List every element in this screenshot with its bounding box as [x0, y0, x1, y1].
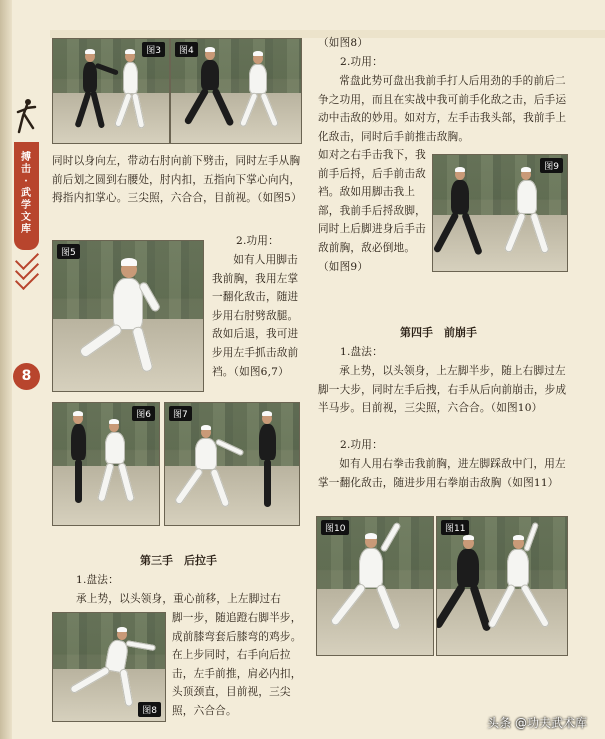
series-title: 搏击·武学文库	[21, 152, 31, 235]
watermark: 头条 @功夫武术库	[487, 716, 587, 730]
gongyong2-title-right: 2.功用：	[340, 439, 383, 451]
photo-figure-10	[316, 516, 434, 656]
martial-figure-logo-icon	[15, 98, 37, 134]
figure-label: 图5	[57, 244, 80, 259]
panfa-title-left: 1.盘法：	[76, 574, 119, 586]
section-3-title: 第三手 后拉手	[140, 554, 217, 567]
panfa-title-right: 1.盘法：	[340, 346, 383, 358]
gongyong-title-left: 2.功用：	[236, 235, 279, 247]
gongyong-text-right-top: 常盘此势可盘出我前手打人后用劲的手的前后二争之功用，而且在实战中我可前手化敌之击，后手运动中击敌的妙用。如对方，左手击我头部，我前手上化敌击，同时后手前推击敌胸。	[318, 75, 567, 143]
gongyong2-text-right: 如有人用右拳击我前胸，进左脚踩敌中门，用左掌一翻化敌击，随进步用右拳崩击敌胸（如图11）	[318, 458, 566, 489]
photo-figure-5	[52, 240, 204, 392]
photo-figure-11	[436, 516, 568, 656]
photo-figure-6	[52, 402, 160, 526]
photo-figure-8	[52, 612, 166, 722]
figure-label: 图3	[142, 42, 165, 57]
panfa-text-left-rest: 脚一步，随追蹬右脚半步，成前膝弯套后膝弯的鸡步。在上步同时，右手向后拉击，左手前推，肩必内扣，头顶颈直，目前视，三尖照，六合合。	[172, 612, 302, 717]
figure-label: 图8	[138, 702, 161, 717]
figure-label: 图4	[175, 42, 198, 57]
figure-label: 图7	[169, 406, 192, 421]
gongyong-text-right-side: 如对之右手击我下，我前手后捋，后手前击敌裆。敌如用脚击我上部，我前手后捋敌脚，同时上后脚进身后手击敌前胸，敌必倒地。（如图9）	[318, 149, 426, 273]
figure-label: 图10	[321, 520, 349, 535]
paragraph-fig5-description: 同时以身向左，带动右肘向前下劈击，同时左手从胸前后划之圆到右腰处，肘内扣，五指向下掌心向内，拇指内扣掌心。三尖照，六合合，目前视。（如图5）	[52, 155, 302, 205]
page-number: 8	[13, 363, 40, 390]
figure-label: 图11	[441, 520, 469, 535]
section-4-title: 第四手 前崩手	[400, 326, 477, 339]
photo-figure-7	[164, 402, 300, 526]
panfa-text-left-line1: 承上势，以头领身，重心前移，上左脚过右	[76, 593, 282, 605]
photo-figure-3	[52, 38, 170, 144]
gongyong-title-right: 2.功用：	[340, 56, 383, 68]
photo-figure-4	[170, 38, 302, 144]
series-title-bar	[14, 142, 39, 250]
figure-label: 图9	[540, 158, 563, 173]
page-binding	[0, 0, 12, 739]
fig8-reference: （如图8）	[318, 37, 369, 49]
panfa-text-right: 承上势，以头领身，上左脚半步，随上右脚过左脚一大步，同时左手后拽，右手从后向前崩击，步成半马步。目前视，三尖照，六合合。（如图10）	[318, 365, 567, 415]
photo-figure-9	[432, 154, 568, 272]
figure-label: 图6	[132, 406, 155, 421]
gongyong-text-left: 如有人用脚击我前胸，我用左掌一翻化敌击，随进步用右肘劈敌腿。敌如后退，我可进步用左手抓击敌前裆。（如图6,7）	[212, 254, 299, 378]
